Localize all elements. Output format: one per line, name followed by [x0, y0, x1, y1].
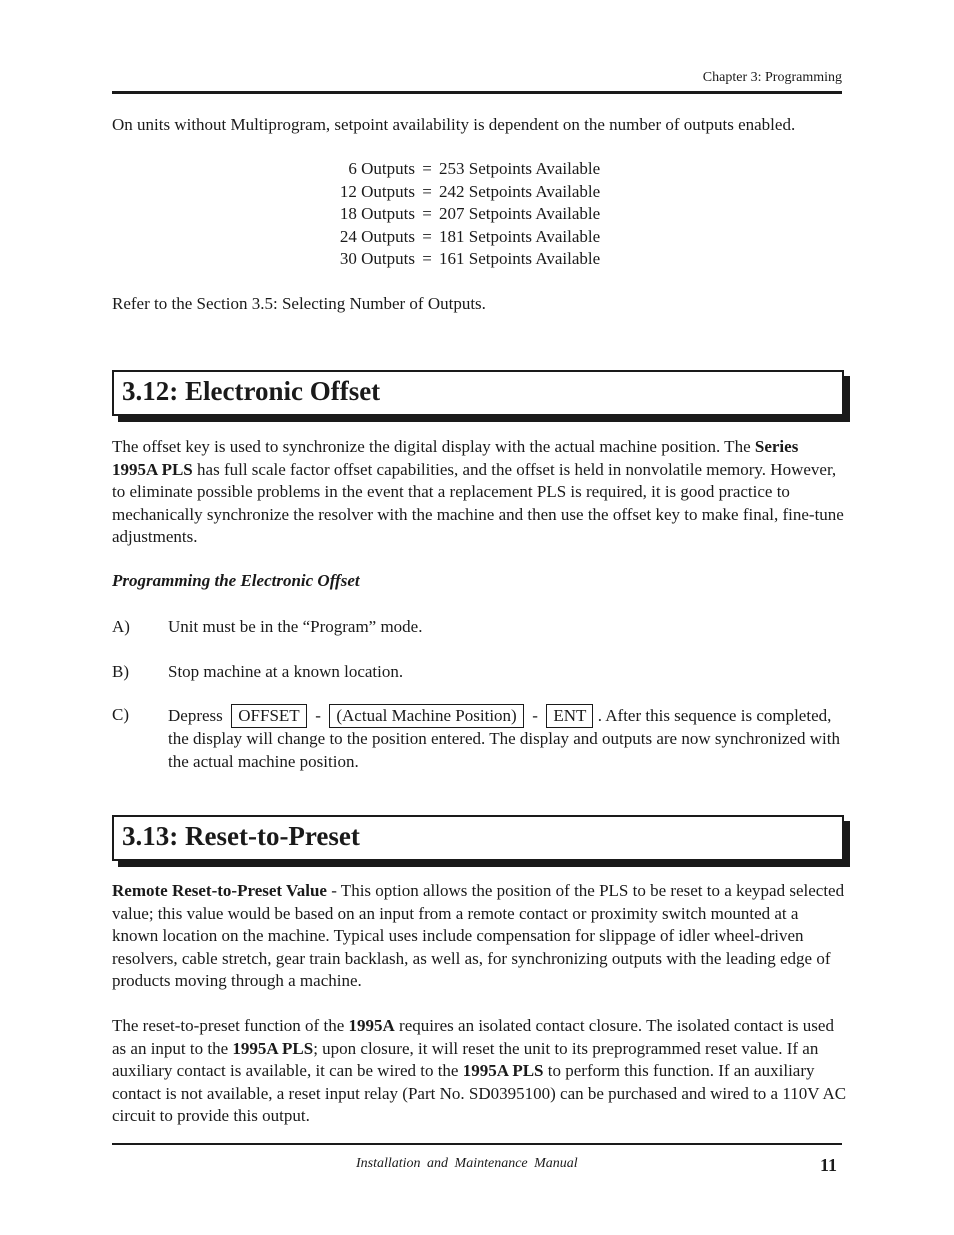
offset-text-c: has full scale factor offset capabilities, and the offset is held in nonvolatile memory. However, to eliminate possible problems in the event that a replacement PLS is required, it is good practice to mechanically synchronize the resolver with the machine and then use the offset key to make final, fine-tune adjustments. [112, 459, 844, 546]
header-rule [112, 91, 842, 94]
actual-position-key: (Actual Machine Position) [329, 704, 523, 728]
offset-text-a: The offset key is used to synchronize the digital display with the actual machine position. The [112, 437, 755, 456]
remote-reset-paragraph [112, 880, 847, 993]
remote-reset-bold: Remote Reset-to-Preset Value [112, 881, 327, 900]
footer-rule [112, 1143, 842, 1145]
offset-paragraph [112, 436, 847, 549]
series-bold: Series 1995A PLS [112, 437, 799, 479]
offset-key: OFFSET [231, 704, 306, 728]
setpoints-cell: 161 Setpoints Available [439, 249, 601, 268]
table-row [300, 248, 639, 271]
depress-text: Depress [168, 706, 223, 725]
after-text: . After this sequence is completed, the display will change to the position entered. The display and outputs are now synchronized with the actual machine position. [168, 706, 840, 771]
setpoints-cell: 181 Setpoints Available [439, 226, 601, 246]
outputs-cell: 18 Outputs [339, 204, 415, 223]
remote-reset-text: - This option allows the position of the PLS to be reset to a keypad selected value; this value would be based on an input from a remote contact or proximity switch mounted at a known location on the machine. Typical uses include compensation for slippage of idler wheel-driven resolvers, cable stretch, gear train backlash, as well as, for synchronizing outputs with the leading edge of products moving through a machine. [112, 881, 845, 990]
step-label: A) [112, 617, 130, 636]
setpoints-cell: 242 Setpoints Available [439, 181, 601, 201]
outputs-cell: 24 Outputs [339, 226, 415, 246]
step-text: Unit must be in the “Program” mode. [168, 617, 423, 636]
intro-paragraph: On units without Multiprogram, setpoint availability is dependent on the number of outputs enabled. [112, 115, 796, 134]
table-row [300, 226, 639, 249]
table-row [300, 203, 639, 226]
chapter-header: Chapter 3: Programming [702, 70, 842, 85]
equals-cell: = [422, 181, 432, 201]
text-run: requires an isolated contact closure. The isolated contact is used as an input to the [112, 1016, 834, 1058]
page-number: 11 [820, 1155, 838, 1175]
equals-cell: = [422, 159, 432, 178]
text-run: to perform this function. If an auxiliary contact is not available, a reset input relay (Part No. SD0395100) can be purchased and wired to a 110V AC circuit to provide this output. [112, 1061, 847, 1125]
outputs-cell: 6 Outputs [348, 159, 415, 178]
section-heading: 3.12: Electronic Offset [122, 376, 381, 406]
step-text [168, 704, 848, 773]
reset-function-paragraph [112, 1015, 847, 1128]
bold-run: 1995A [348, 1016, 395, 1035]
section-heading-box [112, 815, 844, 861]
table-row [300, 158, 639, 181]
step-c [112, 704, 847, 774]
dash: - [315, 706, 321, 725]
text-run: ; upon closure, it will reset the unit to its preprogrammed reset value. If an auxiliary contact is available, it can be wired to the [112, 1038, 819, 1080]
section-heading-box [112, 370, 844, 416]
setpoints-cell: 253 Setpoints Available [439, 159, 601, 178]
bold-run: 1995A PLS [462, 1061, 544, 1080]
footer-title: Installation and Maintenance Manual [356, 1156, 578, 1171]
setpoint-table [300, 158, 639, 271]
outputs-cell: 12 Outputs [339, 181, 415, 201]
setpoints-cell: 207 Setpoints Available [439, 204, 601, 223]
equals-cell: = [422, 226, 432, 246]
step-label: B) [112, 662, 129, 681]
table-row [300, 181, 639, 204]
ent-key: ENT [546, 704, 593, 728]
step-label: C) [112, 705, 129, 724]
equals-cell: = [422, 204, 432, 223]
outputs-cell: 30 Outputs [339, 249, 415, 268]
equals-cell: = [422, 249, 432, 268]
refer-paragraph: Refer to the Section 3.5: Selecting Number of Outputs. [112, 294, 486, 313]
section-heading: 3.13: Reset-to-Preset [122, 821, 360, 851]
step-text: Stop machine at a known location. [168, 662, 404, 681]
bold-run: 1995A PLS [232, 1038, 314, 1058]
programming-subheading: Programming the Electronic Offset [112, 571, 360, 590]
text-run: The reset-to-preset function of the [112, 1016, 349, 1035]
dash: - [532, 706, 538, 725]
